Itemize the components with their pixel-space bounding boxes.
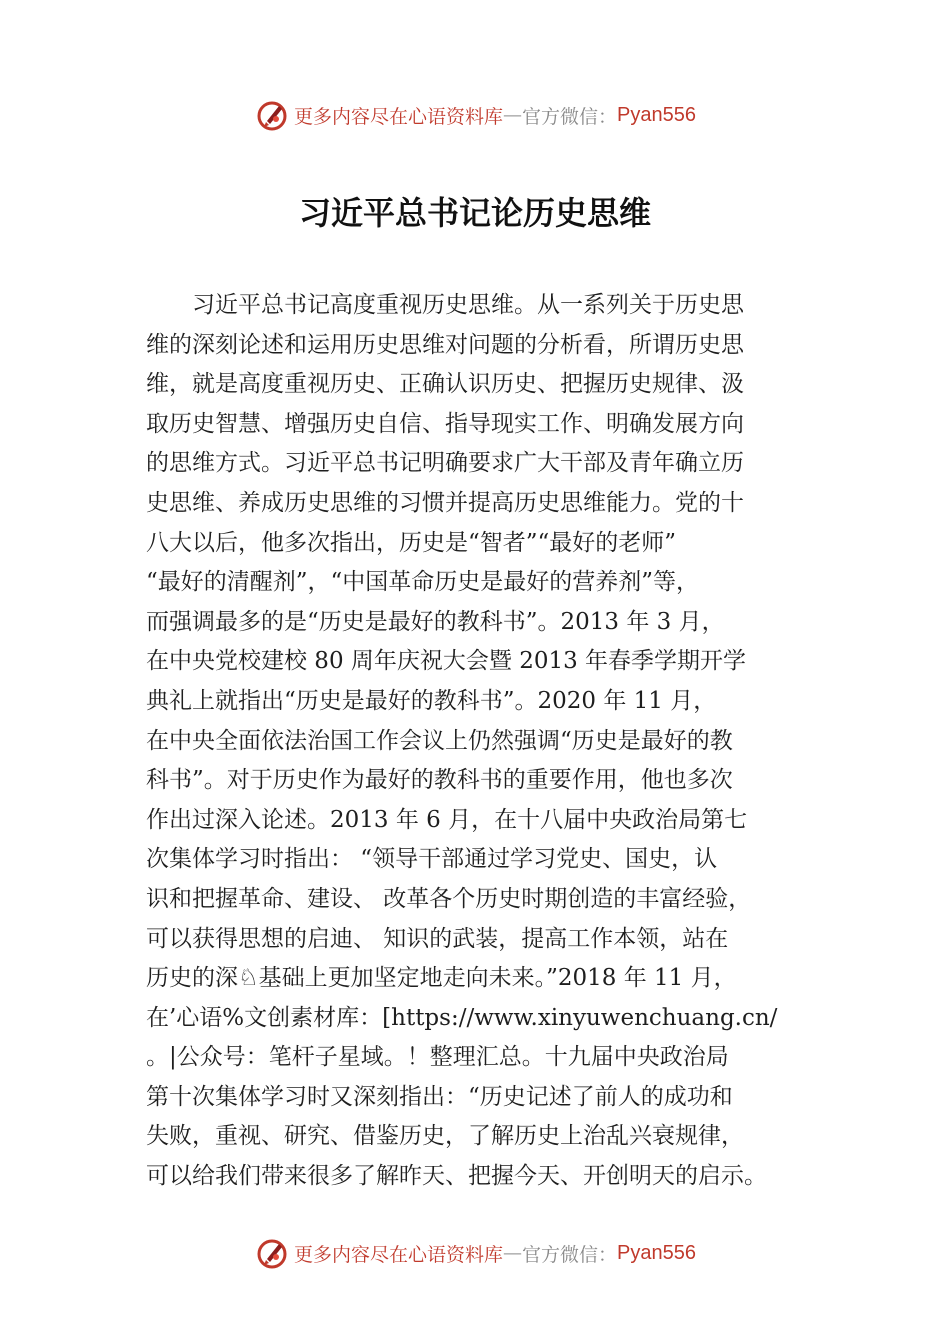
body-line: 历史的深♘基础上更加坚定地走向未来。”2018 年 11 月， [146,965,737,992]
body-line: 在’心语%文创素材库：[https://www.xinyuwenchuang.cn/ [146,1004,778,1031]
banner-main-text: 更多内容尽在心语资料库 [294,105,504,128]
body-line: 可以获得思想的启迪、 知识的武装，提高工作本领，站在 [146,925,729,952]
banner-wechat-id: Pyan556 [617,1241,696,1264]
banner-wechat-label: 官方微信： [522,1243,618,1266]
header-banner [0,95,950,135]
body-line: 八大以后，他多次指出，历史是“智者”“最好的老师” [146,529,677,556]
body-line: 习近平总书记高度重视历史思维。从一系列关于历史思 [146,292,744,318]
body-line: 失败，重视、研究、借鉴历史，了解历史上治乱兴衰规律， [146,1123,744,1150]
body-line: 维的深刻论述和运用历史思维对问题的分析看，所谓历史思 [146,331,744,358]
body-line: 。|公众号：笔杆子星域。！整理汇总。十九届中央政治局 [146,1044,729,1071]
body-line: 典礼上就指出“历史是最好的教科书”。2020 年 11 月， [146,687,717,714]
document-body [146,286,816,1197]
body-line: 作出过深入论述。2013 年 6 月，在十八届中央政治局第七 [146,806,748,833]
body-line: 维，就是高度重视历史、正确认识历史、把握历史规律、汲 [146,371,744,398]
banner-wechat-id: Pyan556 [617,103,696,126]
body-line: 科书”。对于历史作为最好的教科书的重要作用，他也多次 [146,767,733,794]
footer-banner [0,1233,950,1273]
body-line: “最好的清醒剂”，“中国革命历史是最好的营养剂”等， [146,569,700,596]
body-line: 识和把握革命、建设、 改革各个历史时期创造的丰富经验， [146,885,752,912]
banner-main-text: 更多内容尽在心语资料库 [294,1243,504,1266]
logo-icon [254,97,290,133]
body-line: 的思维方式。习近平总书记明确要求广大干部及青年确立历 [146,450,744,477]
body-line: 而强调最多的是“历史是最好的教科书”。2013 年 3 月， [146,608,725,635]
document-title: 习近平总书记论历史思维 [298,194,651,232]
body-line: 史思维、养成历史思维的习惯并提高历史思维能力。党的十 [146,489,744,516]
banner-separator: — [503,1242,523,1264]
banner-wechat-label: 官方微信： [522,105,618,128]
body-line: 在中央全面依法治国工作会议上仍然强调“历史是最好的教 [146,727,733,754]
body-line: 在中央党校建校 80 周年庆祝大会暨 2013 年春季学期开学 [146,648,747,675]
body-line: 第十次集体学习时又深刻指出：“历史记述了前人的成功和 [146,1083,733,1110]
banner-separator: — [503,104,523,126]
body-line: 取历史智慧、增强历史自信、指导现实工作、明确发展方向 [146,410,744,437]
body-line: 次集体学习时指出： “领导干部通过学习党史、国史，认 [146,846,718,873]
body-line: 可以给我们带来很多了解昨天、把握今天、开创明天的启示。 [146,1163,767,1190]
logo-icon [254,1235,290,1271]
